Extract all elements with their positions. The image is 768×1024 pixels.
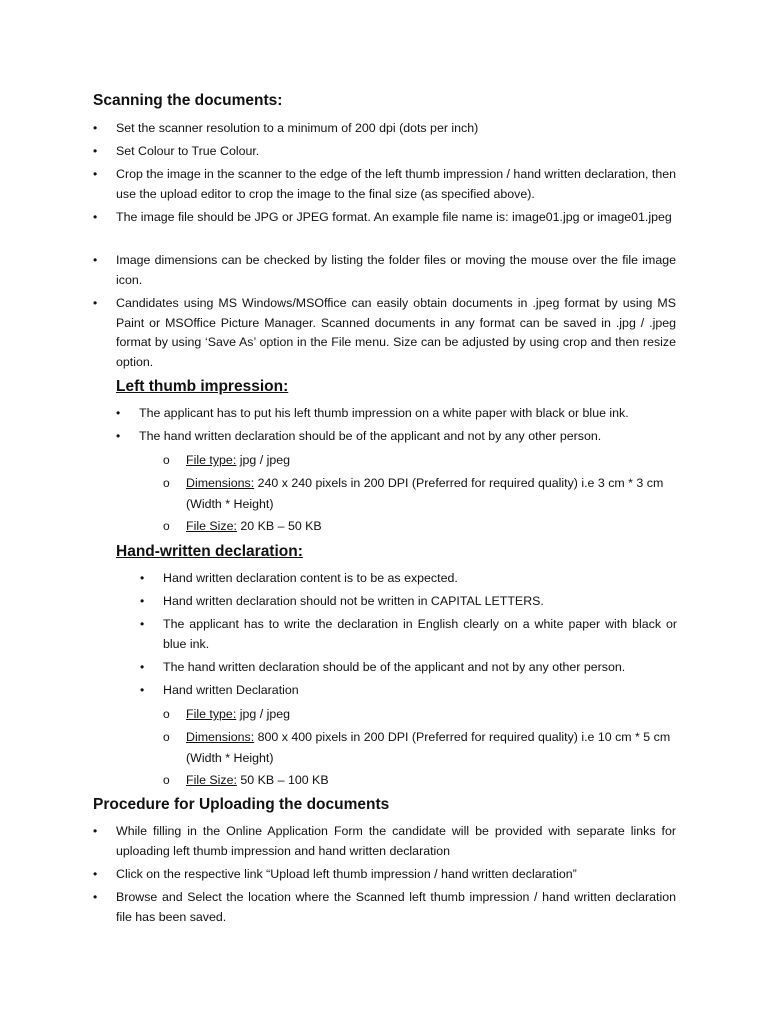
spec-file-size	[186, 770, 676, 791]
spec-file-size	[186, 516, 676, 537]
bullet-icon: •	[140, 571, 145, 585]
list-item: Hand written Declaration	[163, 683, 299, 697]
bullet-icon: •	[140, 617, 145, 631]
bullet-icon: •	[140, 594, 145, 608]
spec-file-type	[186, 450, 676, 471]
circle-bullet-icon: o	[163, 707, 170, 721]
bullet-icon: •	[93, 890, 98, 904]
spec-label: Dimensions:	[186, 476, 255, 490]
heading-scanning: Scanning the documents:	[93, 92, 283, 109]
list-item: Crop the image in the scanner to the edge of the left thumb impression / hand written declaration, then use the upload editor to crop the image to the final size (as specified above).	[116, 167, 676, 201]
bullet-icon: •	[93, 167, 98, 181]
circle-bullet-icon: o	[163, 773, 170, 787]
spec-label: Dimensions:	[186, 730, 255, 744]
spec-value: 50 KB – 100 KB	[236, 773, 329, 787]
bullet-icon: •	[93, 253, 98, 267]
spec-label: File Size:	[186, 773, 237, 787]
bullet-icon: •	[116, 406, 121, 420]
circle-bullet-icon: o	[163, 453, 170, 467]
spec-value: 20 KB – 50 KB	[236, 519, 322, 533]
list-item: Click on the respective link “Upload left thumb impression / hand written declaration”	[116, 867, 577, 881]
bullet-icon: •	[93, 296, 98, 310]
bullet-icon: •	[93, 867, 98, 881]
list-item: Set Colour to True Colour.	[116, 144, 260, 158]
list-item: Hand written declaration should not be written in CAPITAL LETTERS.	[163, 594, 544, 608]
list-item: The applicant has to put his left thumb impression on a white paper with black or blue ink.	[139, 406, 629, 420]
list-item: Browse and Select the location where the Scanned left thumb impression / hand written declaration file has been saved.	[116, 890, 676, 924]
circle-bullet-icon: o	[163, 476, 170, 490]
spec-label: File type:	[186, 453, 237, 467]
spec-file-type	[186, 704, 676, 725]
bullet-icon: •	[93, 824, 98, 838]
list-item: Candidates using MS Windows/MSOffice can easily obtain documents in .jpeg format by using MS Paint or MSOffice Picture Manager. Scanned documents in any format can be saved in .jpg / .jpeg format by using ‘Save As’ option in the File menu. Size can be adjusted by using crop and then resize option.	[116, 296, 676, 369]
spec-dimensions	[186, 727, 680, 769]
list-item: Set the scanner resolution to a minimum of 200 dpi (dots per inch)	[116, 121, 479, 135]
spec-value: jpg / jpeg	[236, 707, 291, 721]
bullet-icon: •	[140, 683, 145, 697]
spec-value: 800 x 400 pixels in 200 DPI (Preferred for required quality) i.e 10 cm * 5 cm (Width * Height)	[186, 730, 671, 765]
list-item: The hand written declaration should be of the applicant and not by any other person.	[139, 429, 602, 443]
spec-value: 240 x 240 pixels in 200 DPI (Preferred for required quality) i.e 3 cm * 3 cm (Width * Height)	[186, 476, 664, 511]
list-item: Image dimensions can be checked by listing the folder files or moving the mouse over the file image icon.	[116, 253, 676, 287]
bullet-icon: •	[140, 660, 145, 674]
list-item: The hand written declaration should be of the applicant and not by any other person.	[163, 660, 626, 674]
bullet-icon: •	[116, 429, 121, 443]
list-item: Hand written declaration content is to be as expected.	[163, 571, 458, 585]
circle-bullet-icon: o	[163, 519, 170, 533]
spec-label: File type:	[186, 707, 237, 721]
spec-label: File Size:	[186, 519, 237, 533]
circle-bullet-icon: o	[163, 730, 170, 744]
bullet-icon: •	[93, 144, 98, 158]
spec-dimensions	[186, 473, 678, 515]
bullet-icon: •	[93, 121, 98, 135]
heading-hand-written: Hand-written declaration:	[116, 543, 303, 560]
spec-value: jpg / jpeg	[236, 453, 291, 467]
heading-procedure: Procedure for Uploading the documents	[93, 796, 390, 813]
list-item: The applicant has to write the declaration in English clearly on a white paper with black or blue ink.	[163, 617, 677, 651]
list-item: The image file should be JPG or JPEG format. An example file name is: image01.jpg or image01.jpeg	[116, 210, 672, 224]
bullet-icon: •	[93, 210, 98, 224]
heading-left-thumb: Left thumb impression:	[116, 378, 289, 395]
list-item: While filling in the Online Application Form the candidate will be provided with separate links for uploading left thumb impression and hand written declaration	[116, 824, 676, 858]
